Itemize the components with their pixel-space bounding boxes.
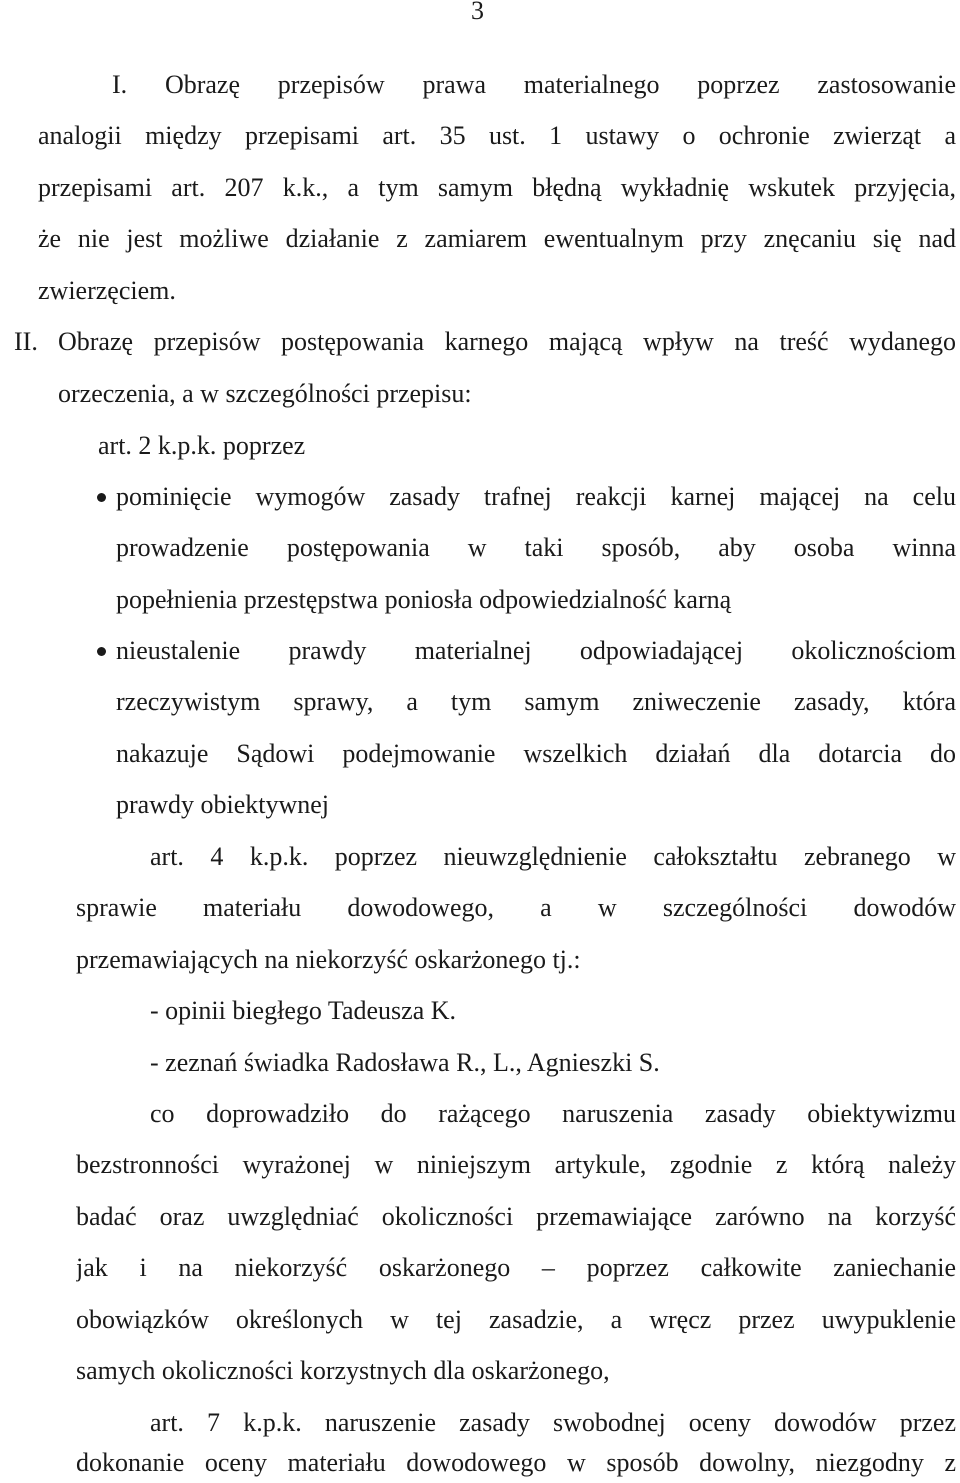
bullet-line: popełnienia przestępstwa poniosła odpowiedzialność karną xyxy=(116,585,732,614)
bullet-line: nieustalenie prawdy materialnej odpowiadającej okolicznościom xyxy=(116,636,956,665)
section-i-line: że nie jest możliwe działanie z zamiarem ewentualnym przy znęcaniu się nad xyxy=(38,224,956,253)
art4-consequence-line: samych okoliczności korzystnych dla oskarżonego, xyxy=(76,1356,610,1385)
bullet-icon xyxy=(97,647,106,656)
section-i-line: zwierzęciem. xyxy=(38,276,176,305)
bullet-icon xyxy=(97,493,106,502)
bullet-line: prowadzenie postępowania w taki sposób, aby osoba winna xyxy=(116,533,956,562)
section-i-line: przepisami art. 207 k.k., a tym samym błędną wykładnię wskutek przyjęcia, xyxy=(38,173,956,202)
art7-line: art. 7 k.p.k. naruszenie zasady swobodnej oceny dowodów przez xyxy=(150,1408,956,1437)
section-ii-line: orzeczenia, a w szczególności przepisu: xyxy=(58,379,472,408)
bullet-line: pominięcie wymogów zasady trafnej reakcji karnej mającej na celu xyxy=(116,482,956,511)
art4-consequence-line: badać oraz uwzględniać okoliczności przemawiające zarówno na korzyść xyxy=(76,1202,956,1231)
art7-line: dokonanie oceny materiału dowodowego w sposób dowolny, niezgodny z xyxy=(76,1448,956,1477)
art4-item: - zeznań świadka Radosława R., L., Agnieszki S. xyxy=(150,1048,660,1077)
section-i-line: I. Obrazę przepisów prawa materialnego poprzez zastosowanie xyxy=(112,70,956,99)
section-i-line: analogii między przepisami art. 35 ust. 1 ustawy o ochronie zwierząt a xyxy=(38,121,956,150)
art4-consequence-line: bezstronności wyrażonej w niniejszym artykule, zgodnie z którą należy xyxy=(76,1150,956,1179)
art4-line: art. 4 k.p.k. poprzez nieuwzględnienie całokształtu zebranego w xyxy=(150,842,956,871)
bullet-line: nakazuje Sądowi podejmowanie wszelkich działań dla dotarcia do xyxy=(116,739,956,768)
art4-line: sprawie materiału dowodowego, a w szczególności dowodów xyxy=(76,893,956,922)
art4-item: - opinii biegłego Tadeusza K. xyxy=(150,996,457,1025)
bullet-line: prawdy obiektywnej xyxy=(116,790,330,819)
page-number: 3 xyxy=(471,0,484,25)
section-ii-line: Obrazę przepisów postępowania karnego mającą wpływ na treść wydanego xyxy=(58,327,956,356)
art4-consequence-line: obowiązków określonych w tej zasadzie, a wręcz przez uwypuklenie xyxy=(76,1305,956,1334)
art4-line: przemawiających na niekorzyść oskarżonego tj.: xyxy=(76,945,581,974)
section-ii-marker: II. xyxy=(14,327,38,356)
art2-heading: art. 2 k.p.k. poprzez xyxy=(98,431,306,460)
art4-consequence-line: co doprowadziło do rażącego naruszenia zasady obiektywizmu xyxy=(150,1099,956,1128)
art4-consequence-line: jak i na niekorzyść oskarżonego – poprzez całkowite zaniechanie xyxy=(76,1253,956,1282)
bullet-line: rzeczywistym sprawy, a tym samym zniweczenie zasady, która xyxy=(116,687,956,716)
